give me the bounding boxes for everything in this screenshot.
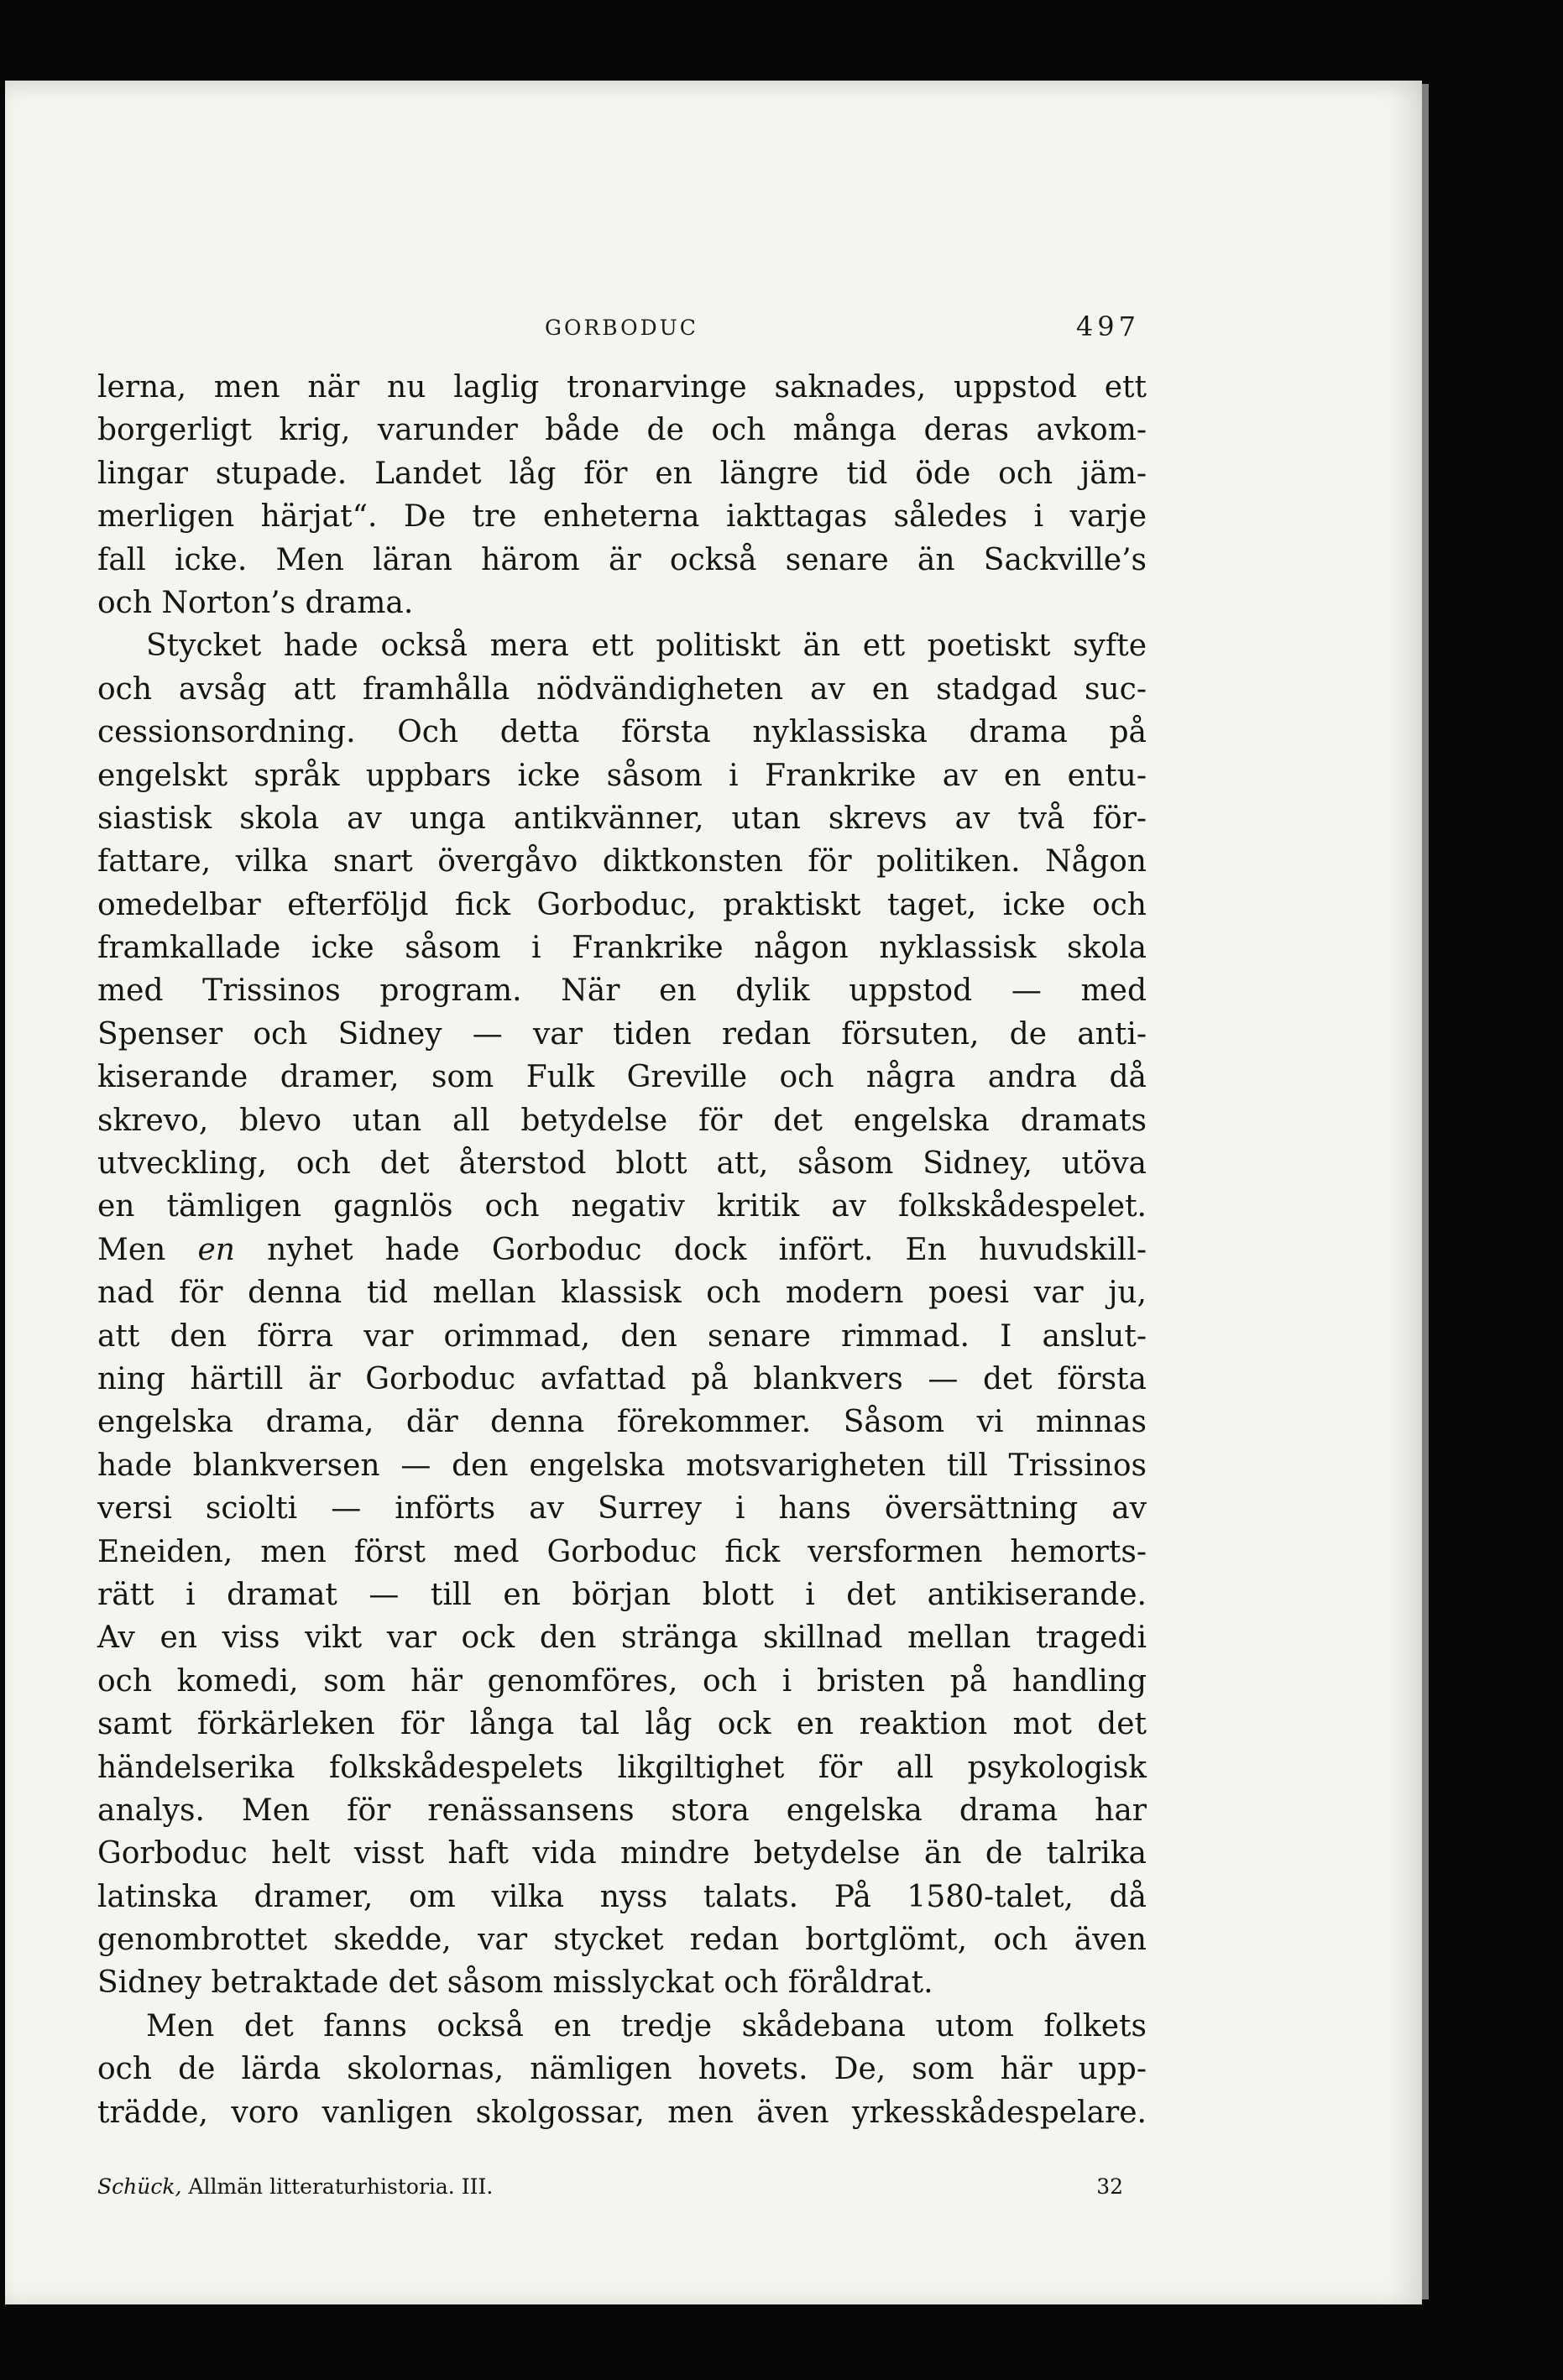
text-line: cessionsordning. Och detta första nyklassiska drama på [97, 715, 1147, 750]
text-line: och komedi, som här genomföres, och i bristen på handling [97, 1663, 1147, 1699]
text-line: att den förra var orimmad, den senare rimmad. I anslut- [97, 1318, 1147, 1354]
text-line: och avsåg att framhålla nödvändigheten av en stadgad suc- [97, 671, 1147, 707]
text-line [97, 1229, 1147, 1271]
text-line: trädde, voro vanligen skolgossar, men även yrkesskådespelare. [97, 2095, 1147, 2130]
text-line: utveckling, och det återstod blott att, såsom Sidney, utöva [97, 1146, 1147, 1182]
text-line: Av en viss vikt var ock den stränga skillnad mellan tragedi [97, 1621, 1147, 1656]
emphasized-word: en [197, 1232, 235, 1267]
text-line: analys. Men för renässansens stora engelska drama har [97, 1793, 1147, 1828]
text-line: Sidney betraktade det såsom misslyckat och föråldrat. [97, 1965, 933, 2001]
text-line: lingar stupade. Landet låg för en längre tid öde och jäm- [97, 456, 1147, 491]
text-line: latinska dramer, om vilka nyss talats. På 1580-talet, då [97, 1879, 1147, 1914]
text-line: nad för denna tid mellan klassisk och modern poesi var ju, [97, 1276, 1147, 1311]
publication-reference [97, 2174, 493, 2199]
text-line: borgerligt krig, varunder både de och många deras avkom- [97, 413, 1147, 448]
text-line: samt förkärleken för långa tal låg ock en reaktion mot det [97, 1707, 1147, 1742]
text-line: hade blankversen — den engelska motsvarigheten till Trissinos [97, 1448, 1147, 1483]
text-line: lerna, men när nu laglig tronarvinge saknades, uppstod ett [97, 370, 1147, 404]
text-line: Gorboduc helt visst haft vida mindre betydelse än de talrika [97, 1836, 1147, 1871]
text-line: rätt i dramat — till en början blott i det antikiserande. [97, 1577, 1147, 1612]
text-line: händelserika folkskådespelets likgiltighet för all psykologisk [97, 1750, 1147, 1785]
text-line: fattare, vilka snart övergåvo diktkonsten för politiken. Någon [97, 844, 1147, 879]
text-line: merligen härjat“. De tre enheterna iakttagas således i varje [97, 499, 1147, 535]
signature-mark: 32 [1096, 2174, 1123, 2199]
text-line: framkallade icke såsom i Frankrike någon nyklassisk skola [97, 931, 1147, 966]
text-line: versi sciolti — införts av Surrey i hans översättning av [97, 1491, 1147, 1527]
text-line: med Trissinos program. När en dylik uppstod — med [97, 973, 1147, 1009]
page-number: 497 [1075, 311, 1140, 342]
text-line: engelska drama, där denna förekommer. Såsom vi minnas [97, 1405, 1147, 1440]
running-head: GORBODUC [545, 316, 698, 340]
text-line: Spenser och Sidney — var tiden redan försuten, de anti- [97, 1016, 1147, 1052]
text-line: engelskt språk uppbars icke såsom i Frankrike av en entu- [97, 758, 1147, 793]
text-line: fall icke. Men läran härom är också senare än Sackville’s [97, 542, 1147, 577]
text-line-prefix: Men [97, 1232, 198, 1267]
text-line-suffix: nyhet hade Gorboduc dock infört. En huvudskill- [234, 1232, 1147, 1267]
text-line: Stycket hade också mera ett politiskt än ett poetiskt syfte [146, 629, 1147, 664]
body-text [97, 366, 1147, 2134]
page-edge-strip [1422, 84, 1429, 2299]
text-line: skrevo, blevo utan all betydelse för det engelska dramats [97, 1103, 1147, 1138]
text-line: och de lärda skolornas, nämligen hovets. De, som här upp- [97, 2052, 1147, 2087]
footer-author: Schück, [97, 2174, 182, 2199]
book-page [5, 81, 1422, 2304]
text-line: Eneiden, men först med Gorboduc fick versformen hemorts- [97, 1534, 1147, 1569]
text-line: omedelbar efterföljd fick Gorboduc, praktiskt taget, icke och [97, 887, 1147, 922]
page-footer [97, 2174, 1123, 2208]
text-line: siastisk skola av unga antikvänner, utan skrevs av två för- [97, 801, 1147, 836]
text-line: kiserande dramer, som Fulk Greville och några andra då [97, 1060, 1147, 1095]
text-line: och Norton’s drama. [97, 585, 414, 620]
text-line: en tämligen gagnlös och negativ kritik av folkskådespelet. [97, 1189, 1147, 1224]
text-line: ning härtill är Gorboduc avfattad på blankvers — det första [97, 1361, 1147, 1396]
text-line: genombrottet skedde, var stycket redan bortglömt, och även [97, 1923, 1147, 1958]
footer-title: Allmän litteraturhistoria. III. [188, 2174, 494, 2199]
text-line: Men det fanns också en tredje skådebana utom folkets [146, 2008, 1147, 2043]
page-header [96, 305, 1147, 356]
